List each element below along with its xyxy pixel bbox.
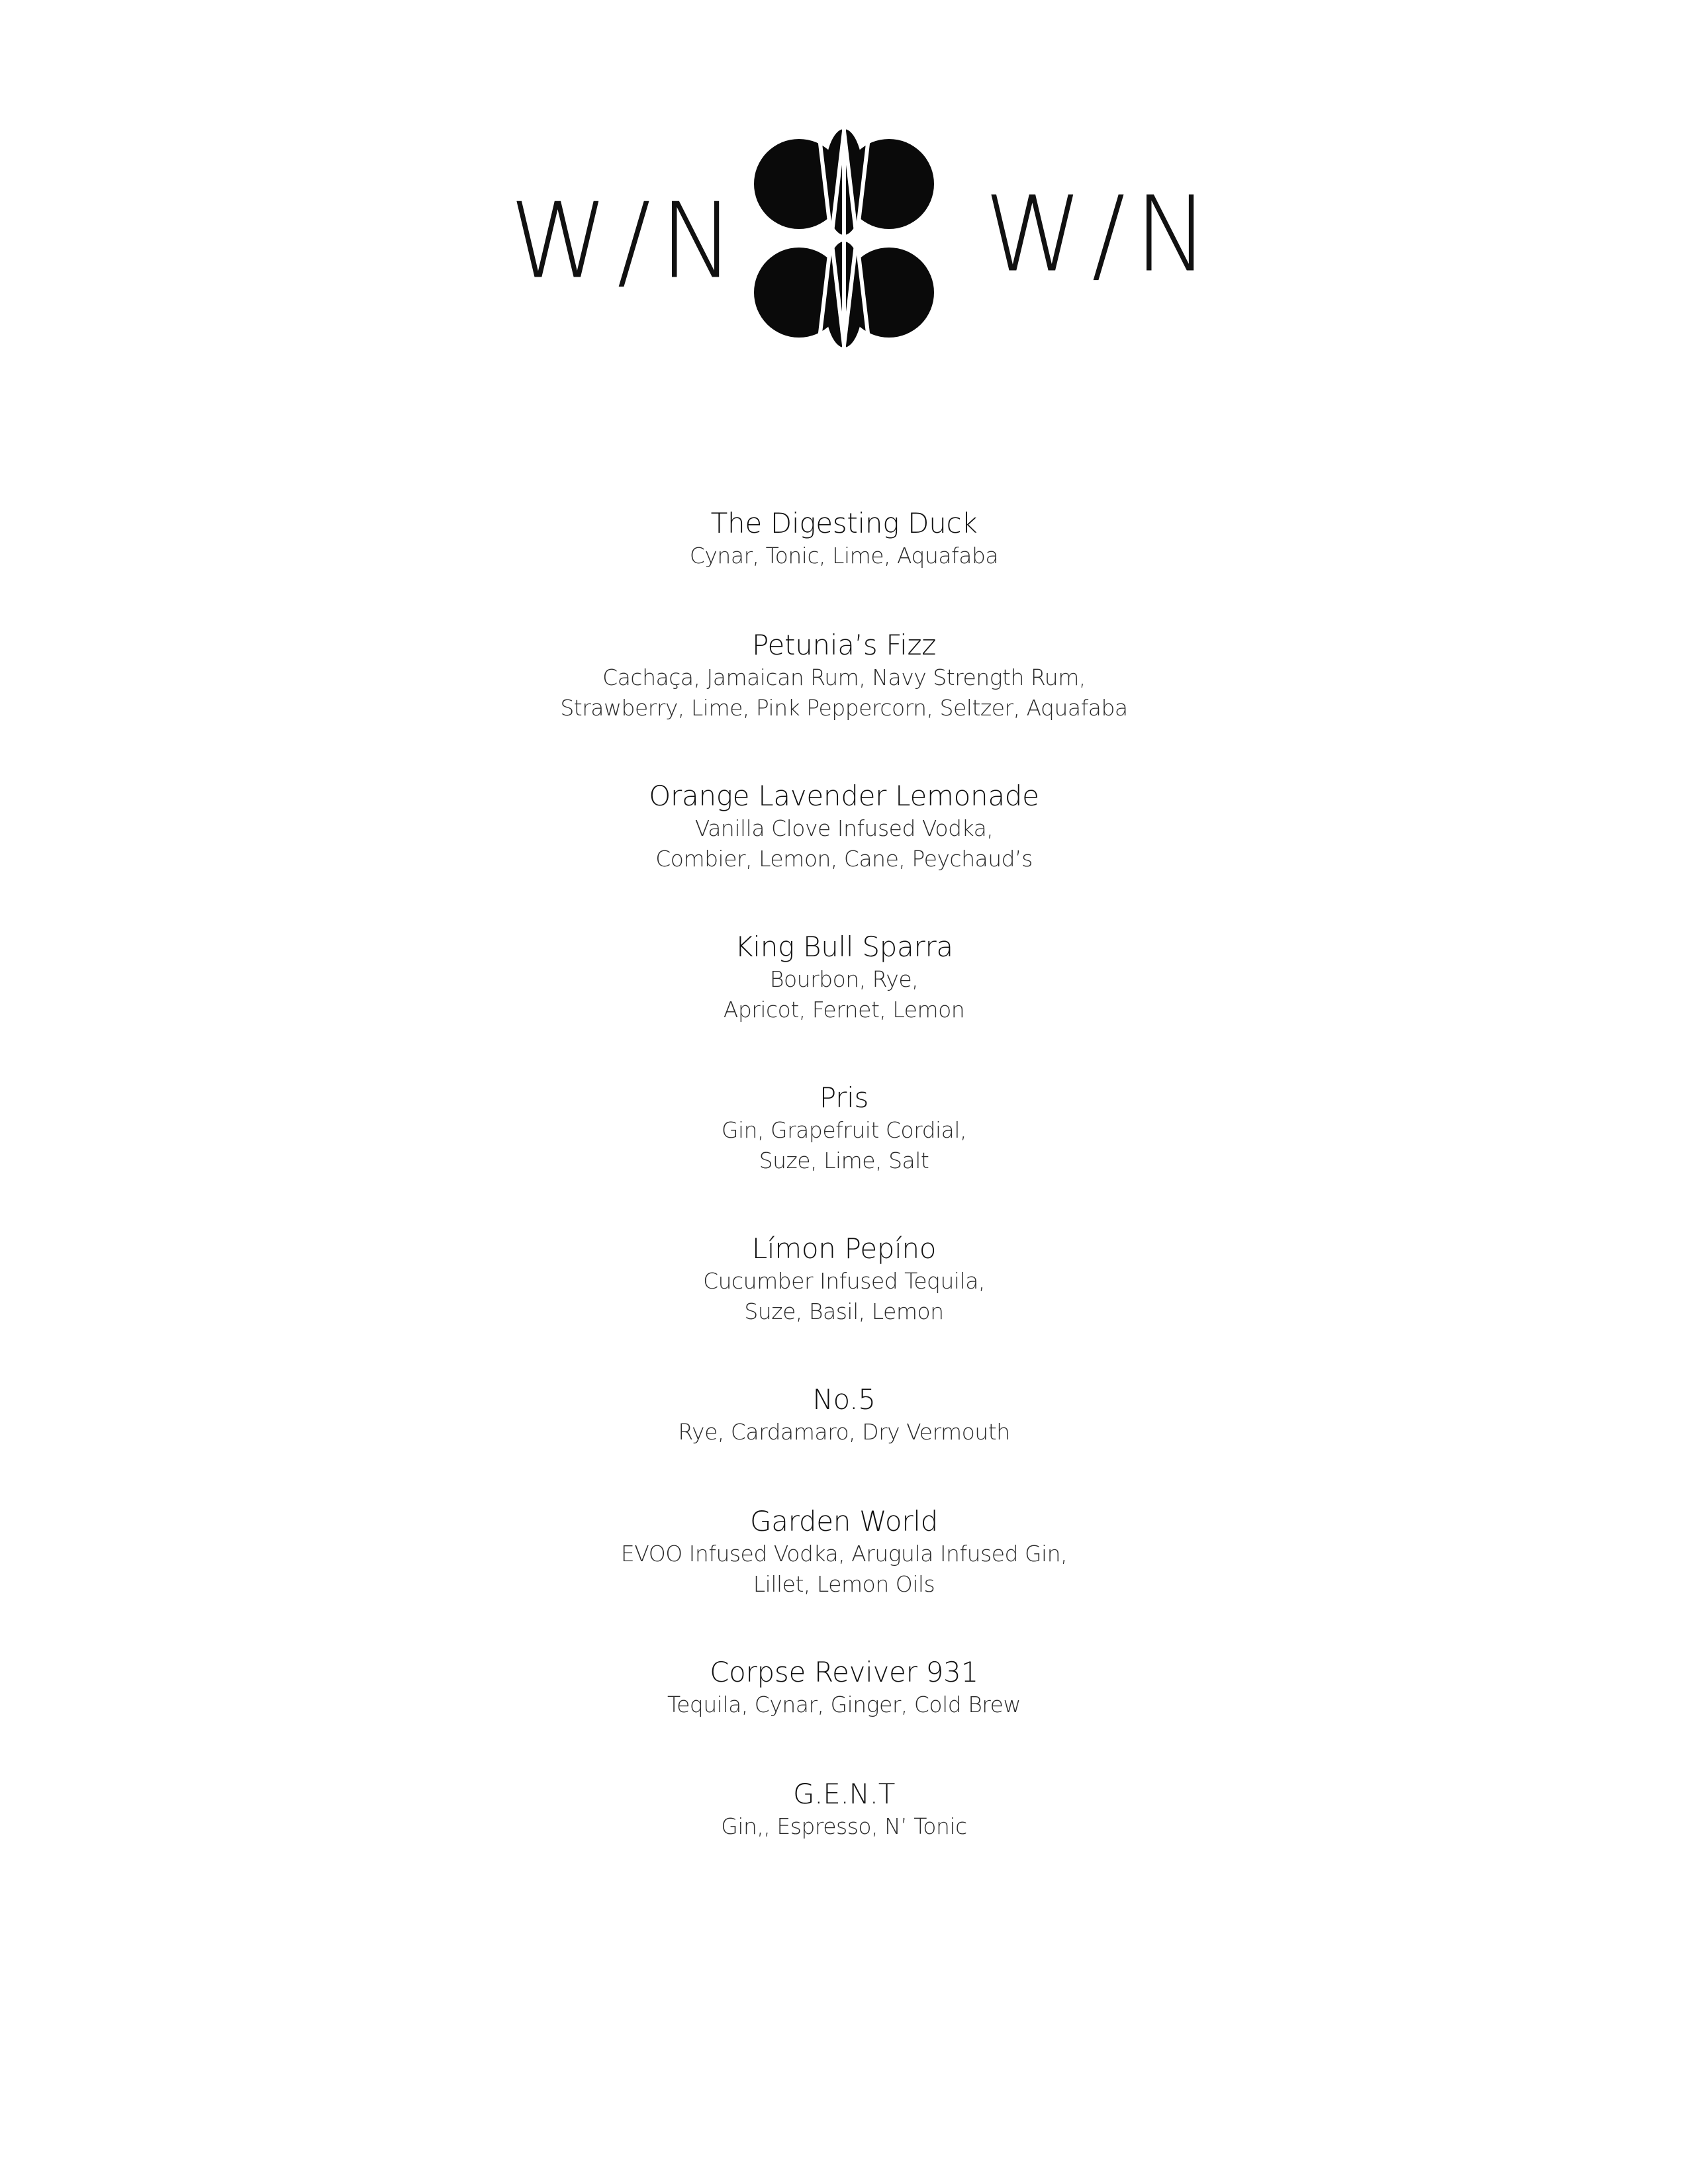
menu-item-name: No.5	[812, 1383, 876, 1416]
menu-item-description: Apricot, Fernet, Lemon	[723, 997, 965, 1023]
menu-item-name: Corpse Reviver 931	[710, 1656, 978, 1688]
menu-item	[0, 1383, 1688, 1447]
menu-item-name: Orange Lavender Lemonade	[649, 780, 1039, 812]
menu-header	[0, 119, 1688, 371]
menu-item-description: Suze, Lime, Salt	[759, 1148, 929, 1173]
menu-item-name: Garden World	[749, 1505, 939, 1537]
menu-item-description: Gin, Grapefruit Cordial,	[721, 1117, 967, 1143]
menu-item	[0, 1081, 1688, 1176]
menu-item-name: Pris	[819, 1081, 869, 1114]
menu-item	[0, 506, 1688, 571]
menu-item-description: Combier, Lemon, Cane, Peychaud’s	[655, 846, 1033, 872]
menu-item-name: Petunia’s Fizz	[751, 629, 937, 661]
menu-item-name: Límon Pepíno	[751, 1232, 937, 1265]
right-wordmark: W/N	[984, 174, 1219, 296]
menu-item	[0, 1655, 1688, 1720]
menu-item	[0, 1232, 1688, 1327]
menu-item-name: King Bull Sparra	[735, 931, 953, 963]
menu-item-description: Gin,, Espresso, N’ Tonic	[721, 1813, 967, 1839]
menu-item-description: EVOO Infused Vodka, Arugula Infused Gin,	[620, 1541, 1068, 1567]
menu-item-description: Rye, Cardamaro, Dry Vermouth	[678, 1419, 1010, 1445]
menu-item-name: G.E.N.T	[792, 1778, 896, 1810]
menu-item	[0, 930, 1688, 1025]
menu-item-description: Strawberry, Lime, Pink Peppercorn, Seltzer, Aquafaba	[560, 695, 1128, 721]
menu-item-description: Vanilla Clove Infused Vodka,	[694, 815, 994, 841]
menu-item-name: The Digesting Duck	[710, 507, 978, 539]
menu-item-description: Bourbon, Rye,	[769, 966, 919, 992]
menu-item-description: Lillet, Lemon Oils	[753, 1571, 935, 1597]
menu-item-description: Suze, Basil, Lemon	[744, 1298, 944, 1324]
menu-item	[0, 779, 1688, 874]
menu-item	[0, 1504, 1688, 1600]
menu-item-description: Cucumber Infused Tequila,	[703, 1268, 985, 1294]
menu-item-description: Cachaça, Jamaican Rum, Navy Strength Rum,	[602, 664, 1086, 690]
menu-item-description: Cynar, Tonic, Lime, Aquafaba	[689, 543, 999, 569]
four-petal-flower-logo-icon	[738, 126, 950, 351]
menu-item	[0, 1777, 1688, 1842]
menu-item	[0, 628, 1688, 723]
menu-item-description: Tequila, Cynar, Ginger, Cold Brew	[667, 1692, 1021, 1717]
cocktail-menu	[0, 506, 1688, 1842]
left-wordmark: W/N	[510, 181, 744, 302]
